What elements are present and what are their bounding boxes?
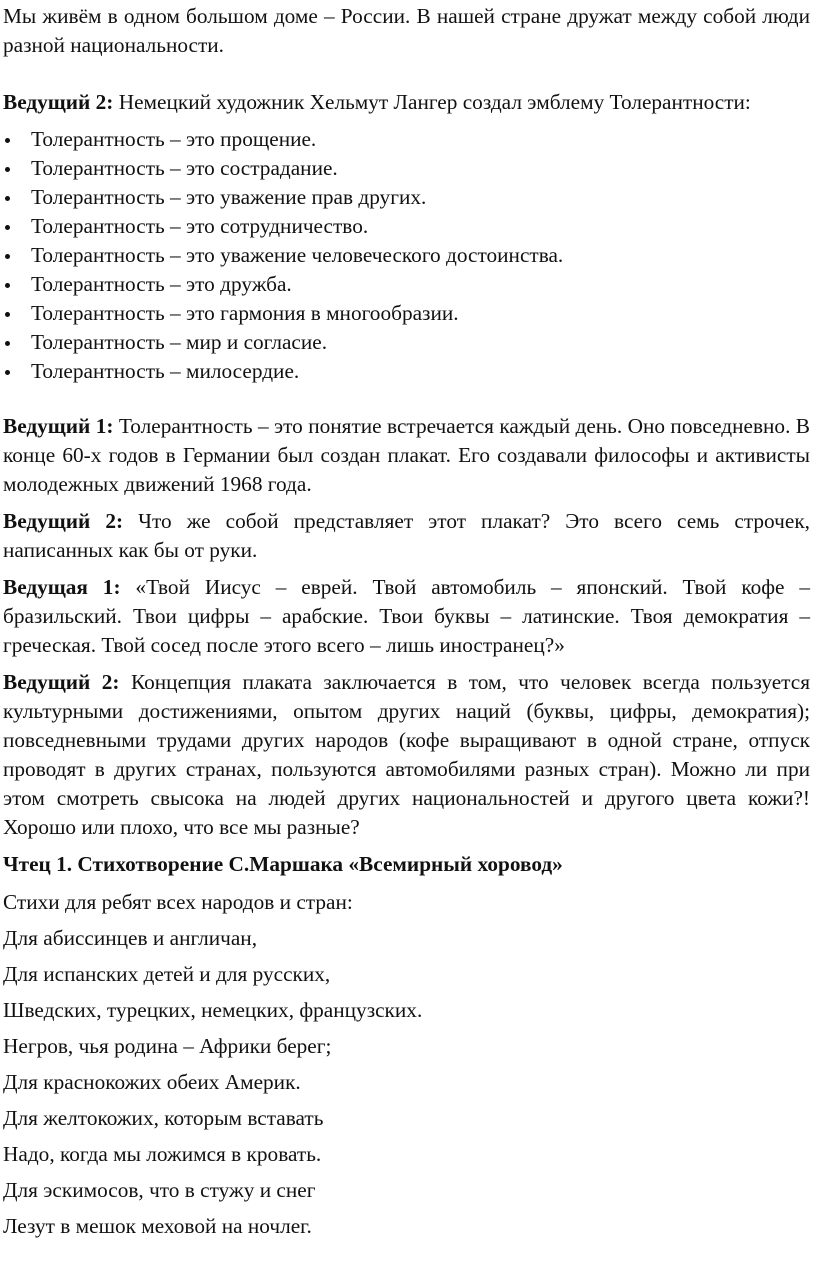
- poem-line: Для эскимосов, что в стужу и снег: [3, 1178, 316, 1202]
- poem-line: Для краснокожих обеих Америк.: [3, 1070, 301, 1094]
- paragraph-text: Толерантность – это понятие встречается каждый день. Оно повседневно. В конце 60-х годов в Германии был создан плакат. Его создавали философы и активисты молодежных движений 1968 года.: [3, 414, 810, 496]
- speaker-label: Ведущий 2:: [3, 509, 124, 533]
- poem-line: Шведских, турецких, немецких, французских.: [3, 998, 423, 1022]
- paragraph-hostess1-quote: [3, 573, 810, 660]
- poem-line: Для абиссинцев и англичан,: [3, 926, 258, 950]
- poem-line: Лезут в мешок меховой на ночлег.: [3, 1214, 312, 1238]
- speaker-label: Ведущий 2:: [3, 90, 114, 114]
- reader-heading: Чтец 1. Стихотворение С.Маршака «Всемирный хоровод»: [3, 852, 563, 876]
- poem: [3, 888, 810, 1241]
- document-page: [0, 2, 816, 1263]
- paragraph-text: Что же собой представляет этот плакат? Это всего семь строчек, написанных как бы от руки.: [3, 509, 810, 562]
- tolerance-list: [3, 125, 810, 386]
- paragraph-host2-explanation: [3, 668, 810, 842]
- list-item: Толерантность – это гармония в многообразии.: [3, 299, 810, 328]
- list-item: Толерантность – это прощение.: [3, 125, 810, 154]
- list-item: Толерантность – милосердие.: [3, 357, 810, 386]
- poem-line: Для желтокожих, которым вставать: [3, 1106, 324, 1130]
- list-item: Толерантность – это уважение человеческого достоинства.: [3, 241, 810, 270]
- paragraph-host2-poster: [3, 507, 810, 565]
- paragraph-text: Концепция плаката заключается в том, что человек всегда пользуется культурными достижениями, опытом других наций (буквы, цифры, демократия); повседневными трудами других народов (кофе выращивают в одной стране, отпуск проводят в других странах, пользуются автомобилями разных стран). Можно ли при этом смотреть свысока на людей других национальностей и другого цвета кожи?! Хорошо или плохо, что все мы разные?: [3, 670, 810, 839]
- list-item: Толерантность – это дружба.: [3, 270, 810, 299]
- poem-line: Стихи для ребят всех народов и стран:: [3, 890, 353, 914]
- poem-line: Негров, чья родина – Африки берег;: [3, 1034, 332, 1058]
- list-item: Толерантность – это сотрудничество.: [3, 212, 810, 241]
- intro-paragraph: Мы живём в одном большом доме – России. В нашей стране дружат между собой люди разной национальности.: [3, 4, 810, 57]
- paragraph-text: Немецкий художник Хельмут Лангер создал эмблему Толерантности:: [113, 90, 751, 114]
- paragraph-text: «Твой Иисус – еврей. Твой автомобиль – японский. Твой кофе – бразильский. Твои цифры – арабские. Твои буквы – латинские. Твоя демократия – греческая. Твой сосед после этого всего – лишь иностранец?»: [3, 575, 810, 657]
- list-item: Толерантность – это уважение прав других.: [3, 183, 810, 212]
- speaker-label: Ведущий 2:: [3, 670, 120, 694]
- speaker-label: Ведущая 1:: [3, 575, 121, 599]
- poem-line: Надо, когда мы ложимся в кровать.: [3, 1142, 322, 1166]
- poem-line: Для испанских детей и для русских,: [3, 962, 331, 986]
- speaker-label: Ведущий 1:: [3, 414, 114, 438]
- list-item: Толерантность – мир и согласие.: [3, 328, 810, 357]
- paragraph-host2-emblem: [3, 88, 810, 117]
- paragraph-host1-concept: [3, 412, 810, 499]
- list-item: Толерантность – это сострадание.: [3, 154, 810, 183]
